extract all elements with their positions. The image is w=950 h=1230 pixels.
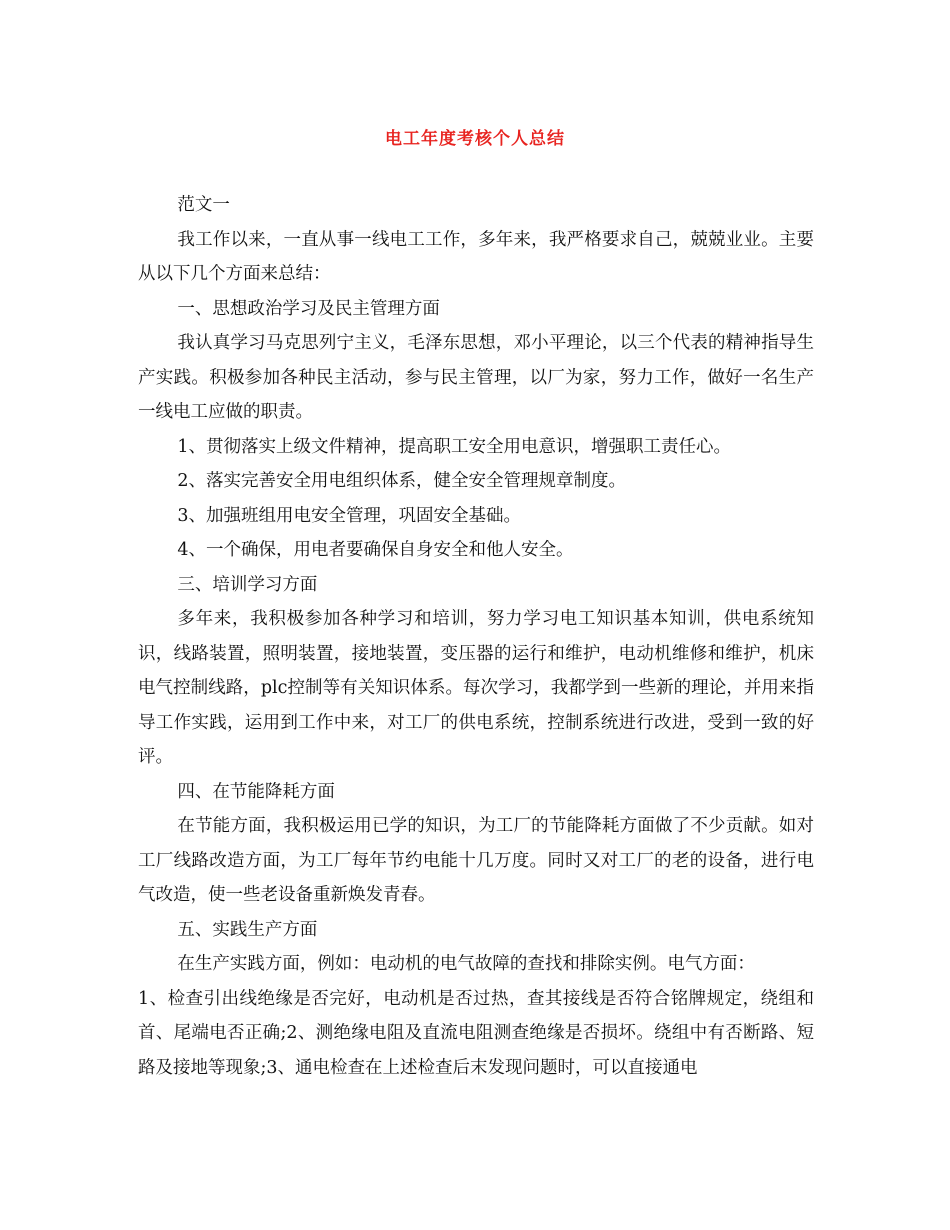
section-heading-practice: 五、实践生产方面 bbox=[177, 919, 318, 940]
list-item-4: 4、一个确保，用电者要确保自身安全和他人安全。 bbox=[177, 540, 574, 560]
paragraph-electrical-checks: 1、检查引出线绝缘是否完好，电动机是否过热，查其接线是否符合铭牌规定，绕组和首、尾端电否正确;2、测绝缘电阻及直流电阻测查绝缘是否损坏。绕组中有否断路、短路及接地等现象;3、通电检查在上述检查后末发现问题时，可以直接通电 bbox=[138, 988, 814, 1078]
paragraph-practice: 在生产实践方面，例如：电动机的电气故障的查找和排除实例。电气方面： bbox=[177, 954, 755, 974]
document-title: 电工年度考核个人总结 bbox=[385, 129, 565, 149]
paragraph-training: 多年来，我积极参加各种学习和培训，努力学习电工知识基本知训，供电系统知识，线路装置，照明装置，接地装置，变压器的运行和维护，电动机维修和维护，机床电气控制线路，plc控制等有关知识体系。每次学习，我都学到一些新的理论，并用来指导工作实践，运用到工作中来，对工厂的供电系统，控制系统进行改进，受到一致的好评。 bbox=[138, 609, 814, 767]
section-heading-political: 一、思想政治学习及民主管理方面 bbox=[177, 298, 440, 319]
document-body bbox=[138, 188, 814, 1085]
section-heading-energy: 四、在节能降耗方面 bbox=[177, 781, 335, 802]
list-item-2: 2、落实完善安全用电组织体系，健全安全管理规章制度。 bbox=[177, 471, 627, 491]
list-item-3: 3、加强班组用电安全管理，巩固安全基础。 bbox=[177, 505, 522, 526]
paragraph-political: 我认真学习马克思列宁主义，毛泽东思想，邓小平理论，以三个代表的精神指导生产实践。积极参加各种民主活动，参与民主管理，以厂为家，努力工作，做好一名生产一线电工应做的职责。 bbox=[138, 333, 814, 422]
section-heading-training: 三、培训学习方面 bbox=[177, 574, 318, 595]
paragraph-sample-label: 范文一 bbox=[177, 195, 230, 215]
paragraph-energy: 在节能方面，我积极运用已学的知识，为工厂的节能降耗方面做了不少贡献。如对工厂线路改造方面，为工厂每年节约电能十几万度。同时又对工厂的老的设备，进行电气改造，使一些老设备重新焕发青春。 bbox=[138, 816, 814, 905]
list-item-1: 1、贯彻落实上级文件精神，提高职工安全用电意识，增强职工责任心。 bbox=[177, 436, 732, 457]
paragraph-intro: 我工作以来，一直从事一线电工工作，多年来，我严格要求自己，兢兢业业。主要从以下几个方面来总结： bbox=[138, 229, 814, 284]
